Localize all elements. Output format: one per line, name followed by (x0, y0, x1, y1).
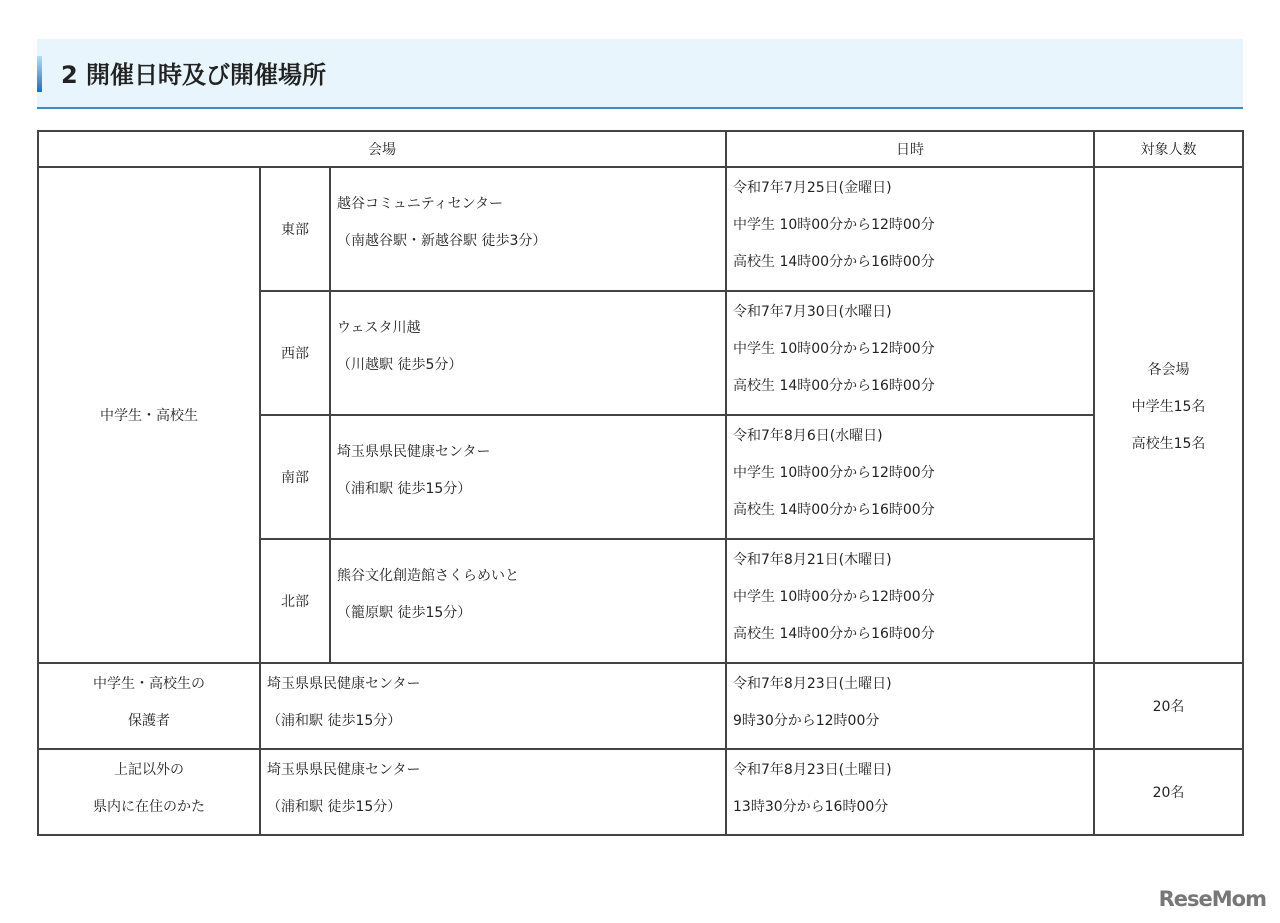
venue-name: 埼玉県県民健康センター (337, 444, 491, 460)
event-date: 令和7年8月21日(木曜日) (733, 552, 892, 568)
capacity-line: 高校生15名 (1131, 436, 1206, 452)
audience-label: 中学生・高校生の (93, 676, 205, 692)
accent-bar (37, 56, 42, 92)
event-time: 13時30分から16時00分 (733, 799, 889, 815)
venue-access: （浦和駅 徒歩15分） (267, 799, 402, 815)
hs-time: 高校生 14時00分から16時00分 (733, 378, 935, 394)
schedule-table (37, 130, 1244, 836)
venue-name: 熊谷文化創造館さくらめいと (337, 568, 519, 584)
event-date: 令和7年8月23日(土曜日) (733, 762, 892, 778)
hs-time: 高校生 14時00分から16時00分 (733, 626, 935, 642)
table-row (38, 167, 1243, 291)
section-header (37, 39, 1243, 109)
header-datetime: 日時 (726, 131, 1094, 167)
region-label: 西部 (260, 291, 330, 415)
venue-name: ウェスタ川越 (337, 320, 421, 336)
capacity-line: 中学生15名 (1131, 399, 1206, 415)
capacity-line: 各会場 (1147, 362, 1190, 378)
venue-access: （籠原駅 徒歩15分） (337, 605, 472, 621)
header-venue: 会場 (38, 131, 726, 167)
venue-name: 埼玉県県民健康センター (267, 676, 421, 692)
venue-access: （浦和駅 徒歩15分） (267, 713, 402, 729)
event-date: 令和7年8月23日(土曜日) (733, 676, 892, 692)
venue-name: 越谷コミュニティセンター (337, 196, 504, 212)
audience-label: 県内に在住のかた (93, 799, 205, 815)
section-title: 2 開催日時及び開催場所 (61, 61, 327, 89)
header-capacity: 対象人数 (1094, 131, 1243, 167)
hs-time: 高校生 14時00分から16時00分 (733, 254, 935, 270)
venue-access: （浦和駅 徒歩15分） (337, 481, 472, 497)
event-date: 令和7年8月6日(水曜日) (733, 428, 883, 444)
audience-label: 保護者 (128, 713, 170, 729)
venue-access: （南越谷駅・新越谷駅 徒歩3分） (337, 233, 547, 249)
capacity: 20名 (1094, 749, 1243, 835)
table-row (38, 663, 1243, 749)
table-row (38, 749, 1243, 835)
venue-access: （川越駅 徒歩5分） (337, 357, 463, 373)
event-date: 令和7年7月30日(水曜日) (733, 304, 892, 320)
region-label: 東部 (260, 167, 330, 291)
jhs-time: 中学生 10時00分から12時00分 (733, 341, 935, 357)
table-header-row (38, 131, 1243, 167)
resemom-logo: ReseMom (1158, 887, 1266, 911)
event-time: 9時30分から12時00分 (733, 713, 880, 729)
hs-time: 高校生 14時00分から16時00分 (733, 502, 935, 518)
group-label: 中学生・高校生 (38, 167, 260, 663)
jhs-time: 中学生 10時00分から12時00分 (733, 465, 935, 481)
region-label: 北部 (260, 539, 330, 663)
capacity: 20名 (1094, 663, 1243, 749)
event-date: 令和7年7月25日(金曜日) (733, 180, 892, 196)
jhs-time: 中学生 10時00分から12時00分 (733, 589, 935, 605)
audience-label: 上記以外の (114, 762, 184, 778)
region-label: 南部 (260, 415, 330, 539)
venue-name: 埼玉県県民健康センター (267, 762, 421, 778)
jhs-time: 中学生 10時00分から12時00分 (733, 217, 935, 233)
